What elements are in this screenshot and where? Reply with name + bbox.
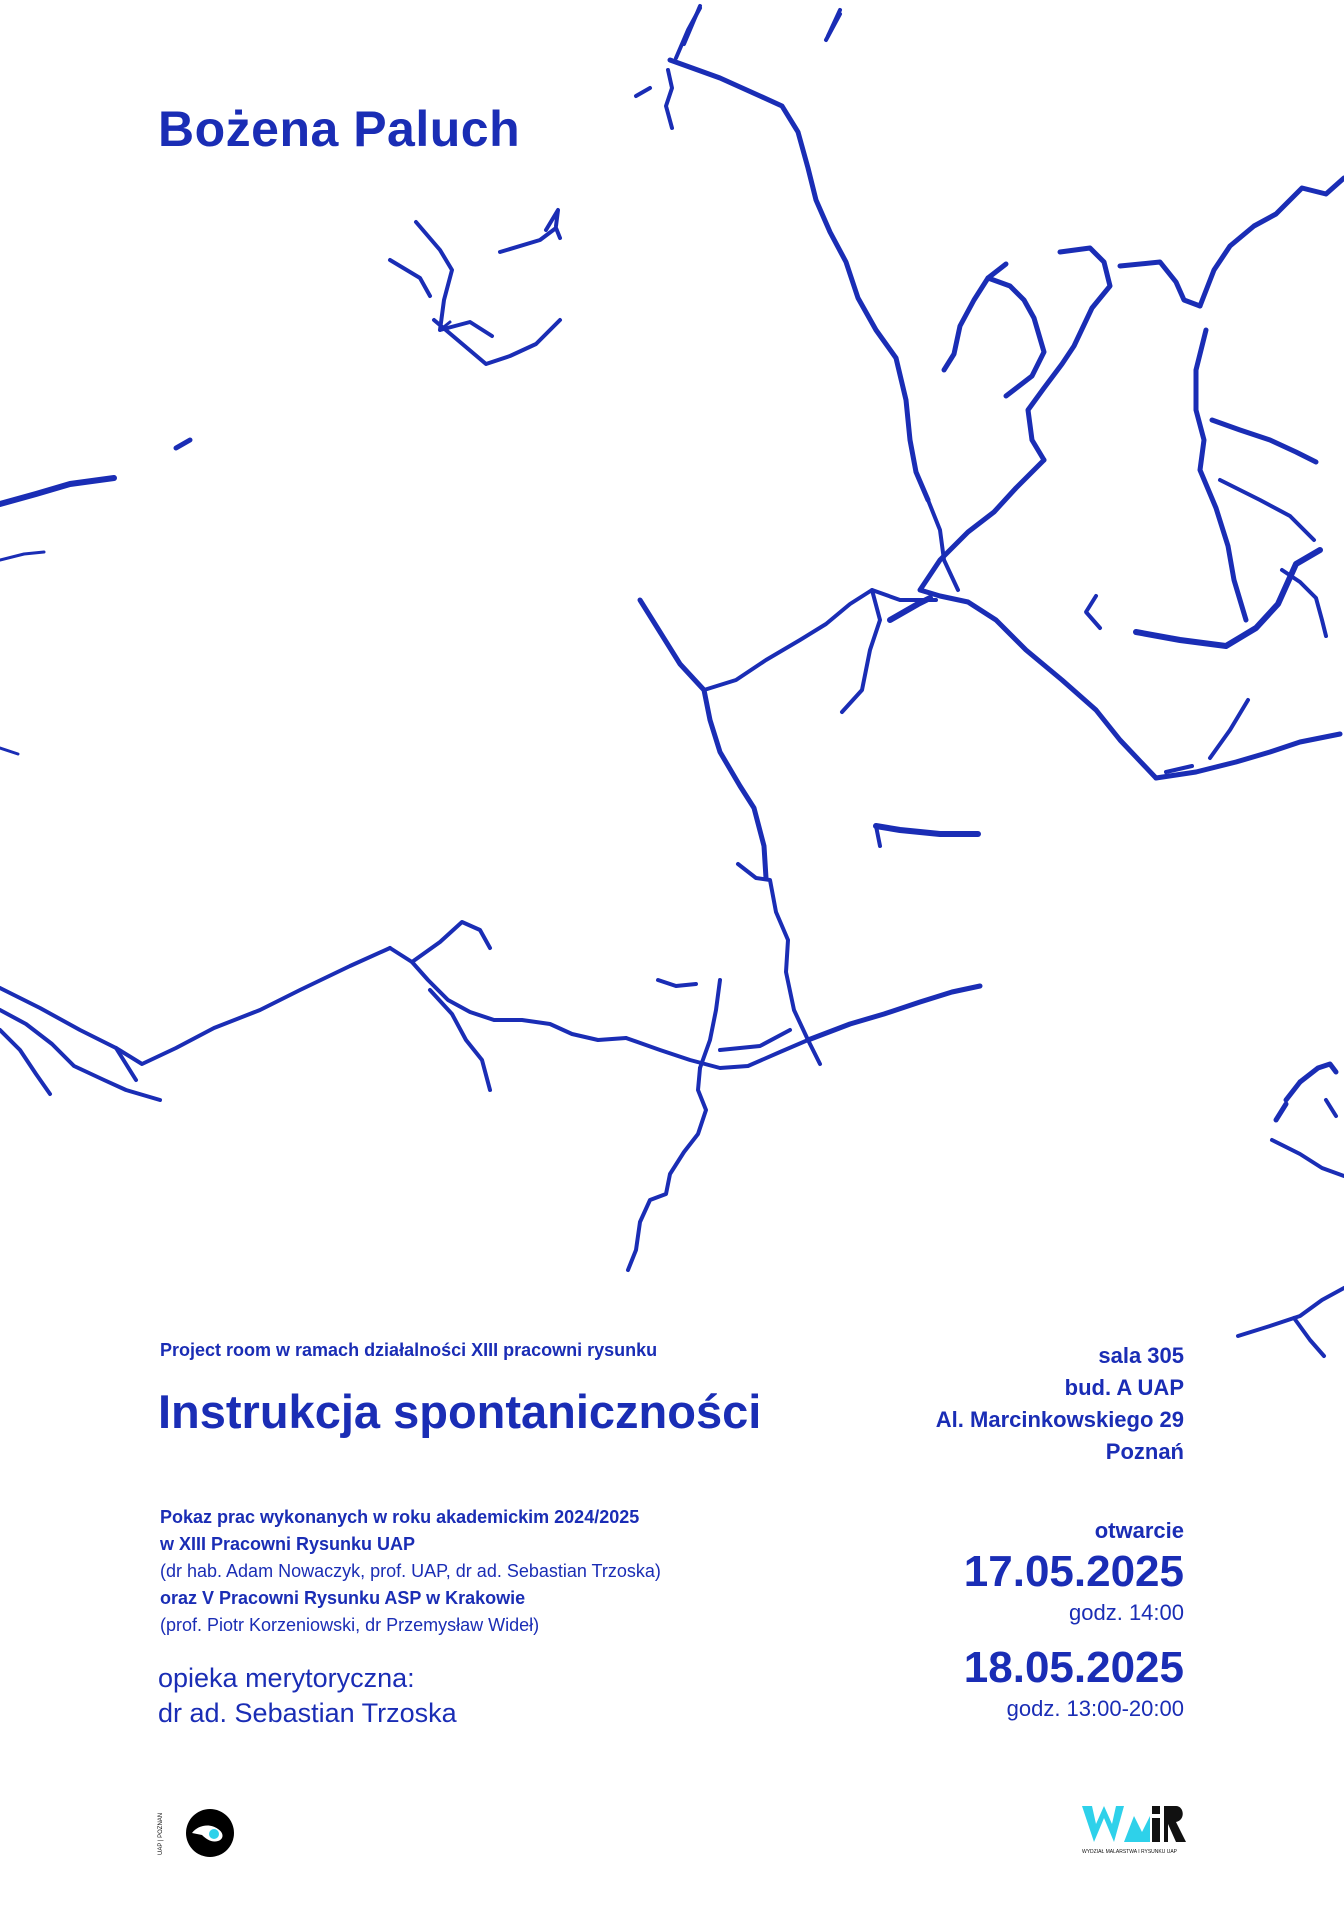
uap-logo-text: UAP | POZNAŃ xyxy=(158,1812,164,1855)
wmir-logo xyxy=(1078,1802,1188,1860)
description-line: (dr hab. Adam Nowaczyk, prof. UAP, dr ad. Sebastian Trzoska) xyxy=(160,1561,661,1581)
artist-name: Bożena Paluch xyxy=(158,101,521,157)
description-line: w XIII Pracowni Rysunku UAP xyxy=(160,1534,416,1554)
opening-label: otwarcie xyxy=(1094,1518,1184,1543)
wmir-emblem-icon xyxy=(1078,1802,1188,1848)
venue-room: sala 305 xyxy=(1098,1343,1184,1368)
curator-label: opieka merytoryczna: xyxy=(158,1663,415,1693)
opening-date-1: 17.05.2025 xyxy=(963,1547,1184,1596)
venue-building: bud. A UAP xyxy=(1064,1375,1184,1400)
venue-street: Al. Marcinkowskiego 29 xyxy=(935,1407,1184,1432)
description-line: (prof. Piotr Korzeniowski, dr Przemysław Wideł) xyxy=(160,1615,540,1635)
curator-name: dr ad. Sebastian Trzoska xyxy=(158,1698,457,1728)
description-line: oraz V Pracowni Rysunku ASP w Krakowie xyxy=(160,1588,526,1608)
curator-block xyxy=(158,1661,457,1731)
opening-date-2: 18.05.2025 xyxy=(963,1643,1184,1692)
venue-block xyxy=(936,1340,1184,1468)
opening-time-1: godz. 14:00 xyxy=(1069,1600,1184,1625)
opening-time-2: godz. 13:00-20:00 xyxy=(1006,1696,1184,1721)
exhibition-description xyxy=(160,1504,661,1639)
venue-city: Poznań xyxy=(1105,1439,1184,1464)
description-line: Pokaz prac wykonanych w roku akademickim 2024/2025 xyxy=(160,1507,640,1527)
uap-logo xyxy=(158,1803,238,1855)
opening-block xyxy=(964,1516,1184,1724)
intro-line: Project room w ramach działalności XIII pracowni rysunku xyxy=(160,1340,658,1360)
uap-emblem-icon xyxy=(184,1807,236,1859)
exhibition-title: Instrukcja spontaniczności xyxy=(158,1385,762,1438)
wmir-logo-text: WYDZIAŁ MALARSTWA I RYSUNKU UAP xyxy=(1082,1849,1178,1855)
